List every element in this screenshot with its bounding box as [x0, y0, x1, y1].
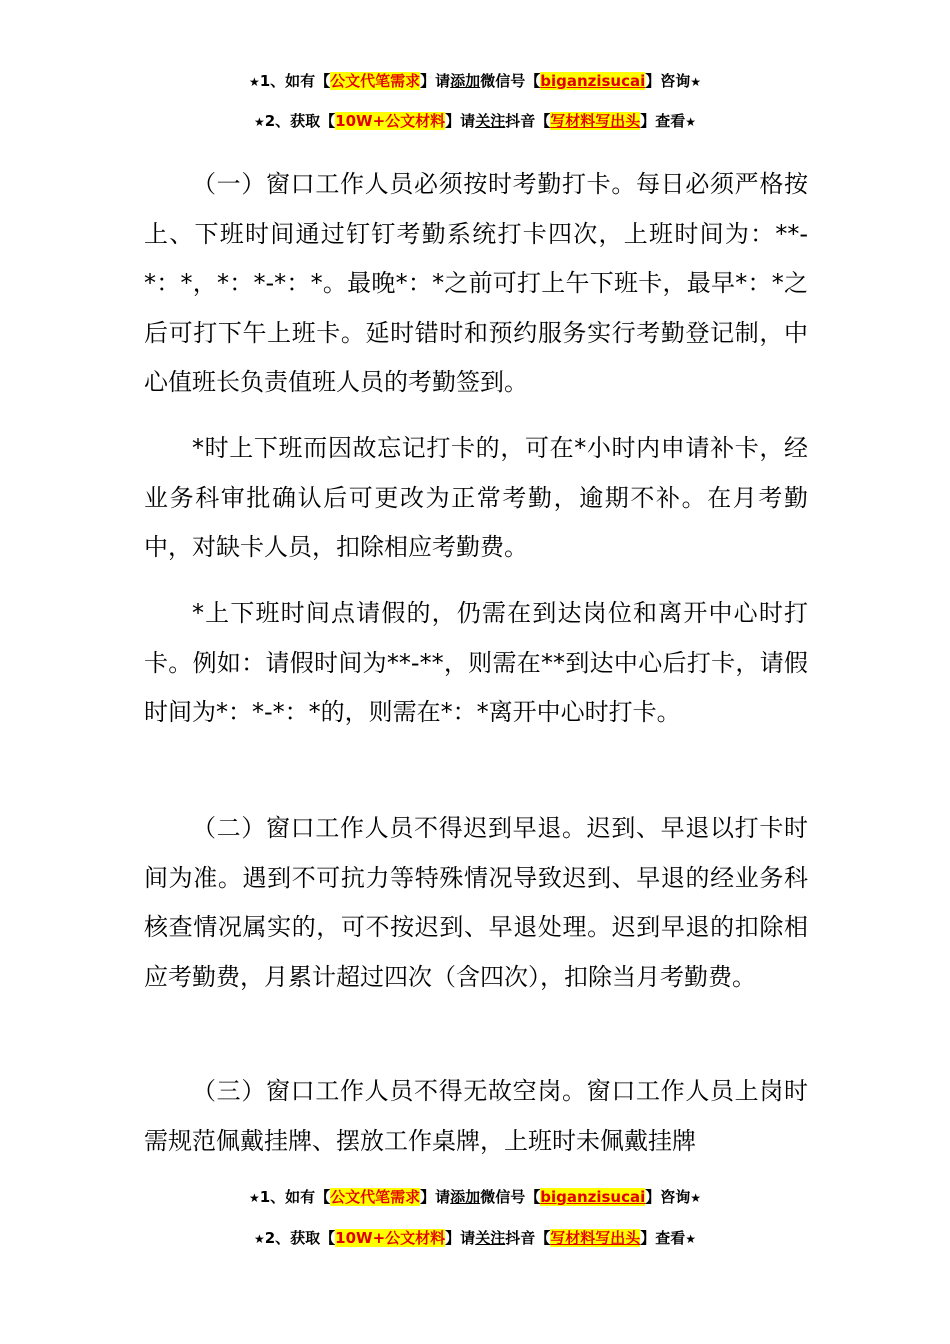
- banner-highlight: 10W+公文材料: [335, 112, 446, 130]
- header-banner-line-1: [0, 70, 950, 93]
- footer-banner-line-1: [0, 1186, 950, 1209]
- banner-underlined-text: 关注: [475, 1229, 506, 1247]
- wechat-id-highlight: biganzisucai: [540, 1188, 646, 1206]
- banner-underlined-text: 添加: [450, 72, 481, 90]
- banner-underlined-text: 添加: [450, 1188, 481, 1206]
- banner-text: 】咨询: [645, 1188, 691, 1206]
- body-paragraph-5: （三）窗口工作人员不得无故空岗。窗口工作人员上岗时需规范佩戴挂牌、摆放工作桌牌，上班时未佩戴挂牌: [144, 1077, 808, 1155]
- wechat-id-highlight: biganzisucai: [540, 72, 646, 90]
- body-paragraph-2: *时上下班而因故忘记打卡的，可在*小时内申请补卡，经业务科审批确认后可更改为正常考勤，逾期不补。在月考勤中，对缺卡人员，扣除相应考勤费。: [144, 434, 808, 561]
- banner-highlight: 公文代笔需求: [330, 1188, 421, 1206]
- banner-text: 2、获取【: [264, 112, 336, 130]
- banner-text: 抖音【: [505, 1229, 551, 1247]
- footer-banner-line-2: [0, 1227, 950, 1250]
- star-icon: ★: [253, 115, 265, 129]
- banner-text: 2、获取【: [264, 1229, 336, 1247]
- banner-text: 】请: [420, 72, 451, 90]
- body-paragraph-1: （一）窗口工作人员必须按时考勤打卡。每日必须严格按上、下班时间通过钉钉考勤系统打卡四次，上班时间为：**-*：*，*：*-*：*。最晚*：*之前可打上午下班卡，最早*：*之后可打下午上班卡。延时错时和预约服务实行考勤登记制，中心值班长负责值班人员的考勤签到。: [144, 170, 808, 396]
- star-icon: ★: [253, 1232, 265, 1246]
- banner-highlight: 10W+公文材料: [335, 1229, 446, 1247]
- star-icon: ★: [690, 1191, 702, 1205]
- banner-text: 】查看: [640, 112, 686, 130]
- banner-text: 】咨询: [645, 72, 691, 90]
- star-icon: ★: [685, 1232, 697, 1246]
- banner-text: 1、如有【: [259, 72, 331, 90]
- body-paragraph-3: *上下班时间点请假的，仍需在到达岗位和离开中心时打卡。例如：请假时间为**-**，则需在**到达中心后打卡，请假时间为*：*-*：*的，则需在*：*离开中心时打卡。: [144, 599, 808, 726]
- banner-text: 微信号【: [480, 72, 541, 90]
- body-paragraph-4: （二）窗口工作人员不得迟到早退。迟到、早退以打卡时间为准。遇到不可抗力等特殊情况导致迟到、早退的经业务科核查情况属实的，可不按迟到、早退处理。迟到早退的扣除相应考勤费，月累计超过四次（含四次），扣除当月考勤费。: [144, 814, 808, 991]
- header-banner-line-2: [0, 110, 950, 133]
- banner-text: 】请: [445, 112, 476, 130]
- banner-text: 微信号【: [480, 1188, 541, 1206]
- star-icon: ★: [248, 1191, 260, 1205]
- banner-highlight: 公文代笔需求: [330, 72, 421, 90]
- douyin-id-highlight: 写材料写出头: [550, 112, 641, 130]
- star-icon: ★: [690, 75, 702, 89]
- banner-text: 抖音【: [505, 112, 551, 130]
- star-icon: ★: [248, 75, 260, 89]
- banner-text: 】请: [445, 1229, 476, 1247]
- banner-text: 】请: [420, 1188, 451, 1206]
- banner-underlined-text: 关注: [475, 112, 506, 130]
- douyin-id-highlight: 写材料写出头: [550, 1229, 641, 1247]
- banner-text: 1、如有【: [259, 1188, 331, 1206]
- banner-text: 】查看: [640, 1229, 686, 1247]
- star-icon: ★: [685, 115, 697, 129]
